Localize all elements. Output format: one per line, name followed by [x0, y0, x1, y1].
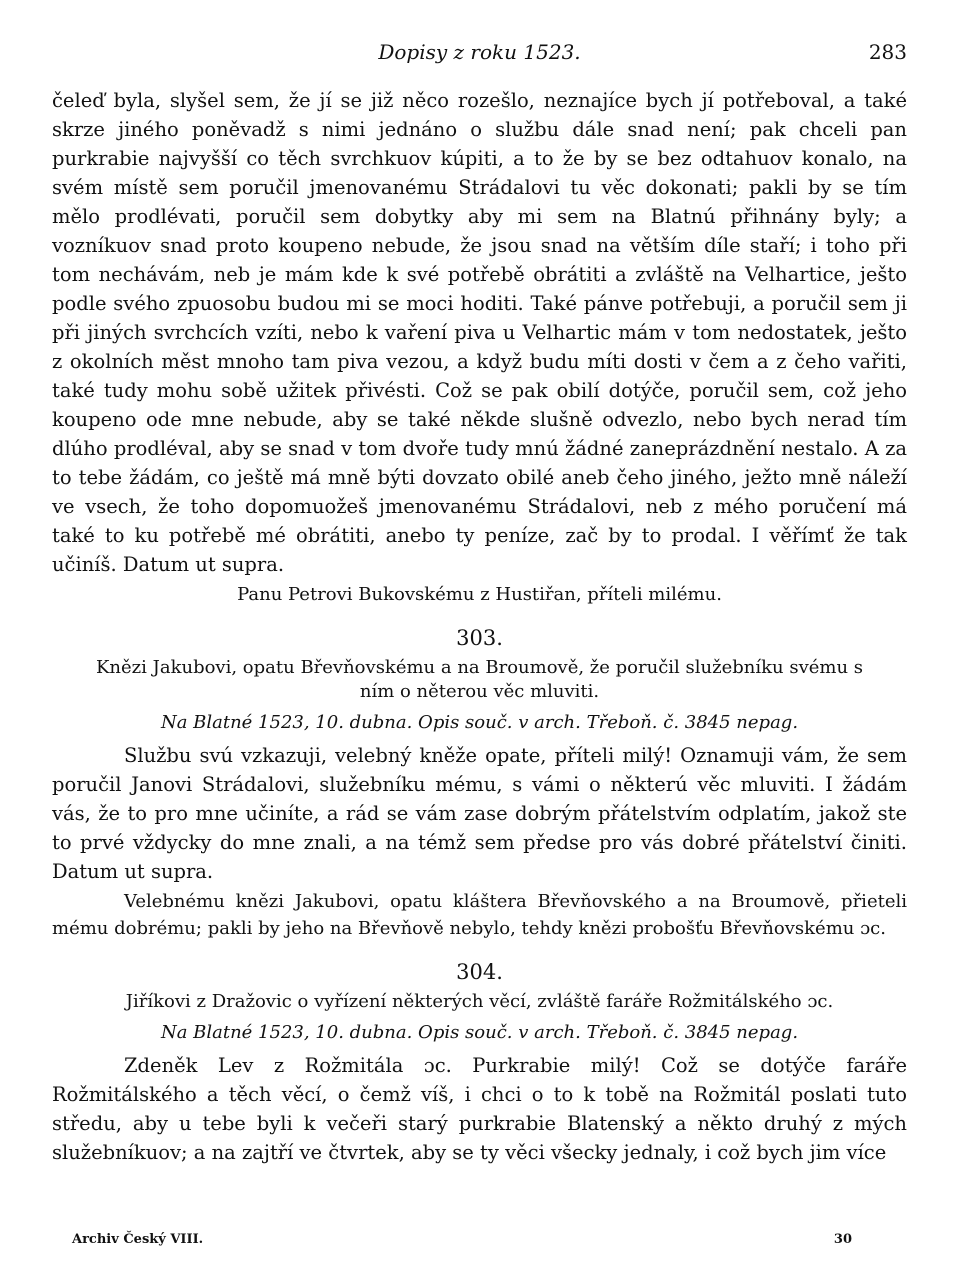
letter-address: Panu Petrovi Bukovskému z Hustiřan, příteli milému. — [237, 584, 722, 605]
letter-number: 304. — [456, 960, 503, 984]
sheet-number: 30 — [833, 1232, 852, 1247]
running-title: Dopisy z roku 1523. — [378, 40, 581, 64]
page-number: 283 — [868, 40, 907, 64]
continuation-paragraph: čeleď byla, slyšel sem, že jí se již něco rozešlo, neznajíce bych jí potřeboval, a také skrze jiného poněvadž s nimi jednáno o službu dále snad není; pak chceli pan purkrabie najvyšší co těch svrchkuov kúpiti, a to že by se bez odtahuov konalo, na svém místě sem poručil jmenovanému Strádalovi tu věc dokonati; pakli by se tím mělo prodlévati, poručil sem dobytky aby mi sem na Blatnú přihnány byly; a vozníkuov snad proto koupeno nebude, že jsou snad na větším díle staří; i toho při tom nechávám, neb je mám kde k své potřebě obrátiti a zvláště na Velhartice, ješto podle svého zpuosobu budou mi se moci hoditi. Také pánve potřebuji, a poručil sem ji při jiných svrchcích vzíti, nebo k vaření piva u Velhartic mám v tom nedostatek, ješto z okolních měst mnoho tam piva vezou, a když budu míti dosti v čem a z čeho vařiti, také tudy mohu sobě užitek přivésti. Což se pak obilí dotýče, poručil sem, což jeho koupeno ode mne nebude, aby se také někde slušně odvezlo, nebo bych nerad tím dlúho prodléval, aby se snad v tom dvoře tudy mnú žádné zaneprázdnění nestalo. A za to tebe žádám, co ještě má mně býti dovzato obilé aneb čeho jiného, ježto mně náleží ve vsech, že toho dopomuožeš jmenovanému Strádalovi, neb z mého poručení má také to ku potřebě mé obrátiti, anebo ty peníze, zač by to prodal. I věřímť že tak učiníš. Datum ut supra. — [52, 89, 907, 576]
letter-address: Velebnému knězi Jakubovi, opatu kláštera Břevňovského a na Broumově, přieteli mému dobrému; pakli by jeho na Břevňově nebylo, tehdy knězi probošťu Břevňovskému ɔc. — [52, 891, 907, 939]
letter-text: Službu svú vzkazuji, velebný kněže opate, příteli milý! Oznamuji vám, že sem poručil Janovi Strádalovi, služebníku mému, s vámi o některú věc mluviti. I žádám vás, že to pro mne učiníte, a rád se vám zase dobrým přátelstvím odplatím, jakož ste to prvé vždycky do mne znali, a na témž sem předse pro vás dobré přátelství činiti. Datum ut supra. — [52, 744, 907, 883]
running-header — [52, 40, 907, 70]
letter-source: Na Blatné 1523, 10. dubna. Opis souč. v arch. Třeboň. č. 3845 nepag. — [160, 712, 799, 733]
signature-mark: Archiv Český VIII. — [72, 1232, 204, 1247]
letter-source: Na Blatné 1523, 10. dubna. Opis souč. v arch. Třeboň. č. 3845 nepag. — [160, 1022, 799, 1043]
letter-heading: Knězi Jakubovi, opatu Břevňovskému a na Broumově, že poručil služebníku svému s ním o něterou věc mluviti. — [95, 657, 864, 702]
page-body — [52, 86, 907, 1167]
letter-heading: Jiříkovi z Dražovic o vyřízení některých věcí, zvláště faráře Rožmitálského ɔc. — [125, 991, 834, 1012]
letter-text: Zdeněk Lev z Rožmitála ɔc. Purkrabie milý! Což se dotýče faráře Rožmitálského a těch věcí, o čemž víš, i chci o to k tobě na Rožmitál poslati tuto středu, aby u tebe byli k večeři starý purkrabie Blatenský a někto druhý z mých služebníkuov; a na zajtří ve čtvrtek, aby se ty věci všecky jednaly, i což bych jim více — [52, 1054, 907, 1164]
letter-number: 303. — [456, 626, 503, 650]
